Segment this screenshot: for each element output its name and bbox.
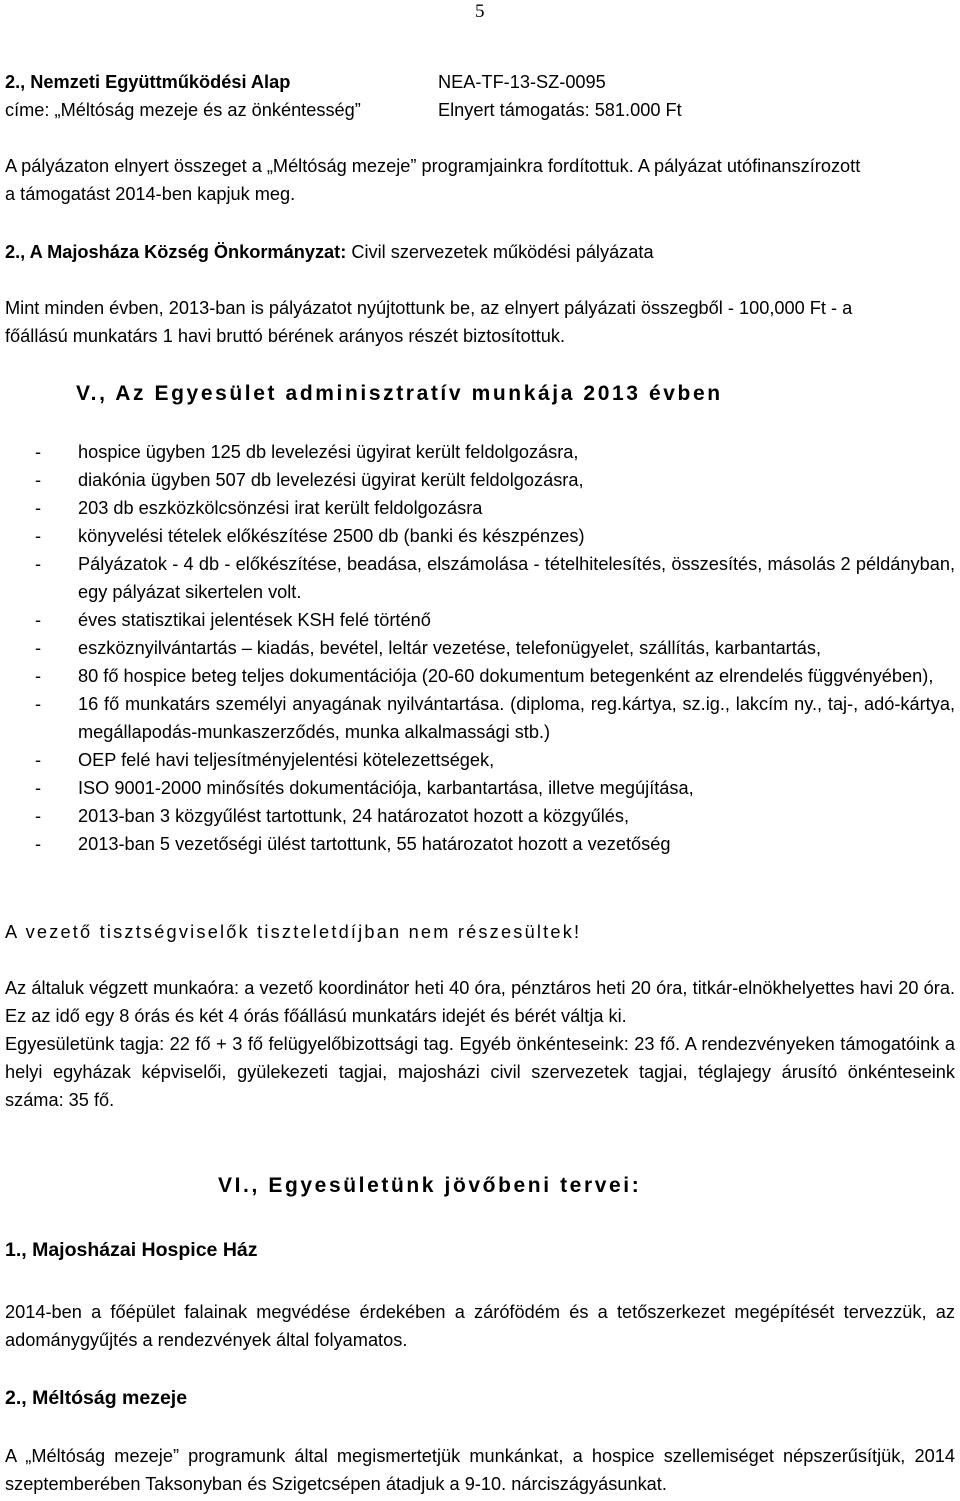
- grant-title: címe: „Méltóság mezeje és az önkéntesség”: [5, 100, 361, 120]
- list-item: - 2013-ban 5 vezetőségi ülést tartottunk, 55 határozatot hozott a vezetőség: [5, 830, 955, 858]
- list-dash: -: [35, 666, 42, 686]
- list-dash: -: [35, 778, 42, 798]
- dignity-field-heading: 2., Méltóság mezeje: [5, 1387, 188, 1409]
- grant-code: NEA-TF-13-SZ-0095: [438, 72, 606, 92]
- list-item: - 80 fő hospice beteg teljes dokumentációja (20-60 dokumentum betegenként az elrendelés függvényében),: [5, 662, 955, 690]
- list-item: - diakónia ügyben 507 db levelezési ügyirat került feldolgozásra,: [5, 466, 955, 494]
- list-item: - OEP felé havi teljesítményjelentési kötelezettségek,: [5, 746, 955, 774]
- list-dash: -: [35, 638, 42, 658]
- admin-work-list: [5, 438, 955, 858]
- hospice-house-heading: 1., Majosházai Hospice Ház: [5, 1239, 258, 1261]
- page-number: 5: [475, 1, 485, 22]
- list-item: - éves statisztikai jelentések KSH felé történő: [5, 606, 955, 634]
- section-vi-heading: VI., Egyesületünk jövőbeni tervei:: [218, 1174, 642, 1197]
- grant-amount: Elnyert támogatás: 581.000 Ft: [438, 100, 682, 120]
- list-item: - eszköznyilvántartás – kiadás, bevétel, leltár vezetése, telefonügyelet, szállítás, karbantartás,: [5, 634, 955, 662]
- list-dash: -: [35, 694, 42, 714]
- list-dash: -: [35, 498, 42, 518]
- grant-organization: 2., Nemzeti Együttműködési Alap: [5, 72, 291, 92]
- municipal-body-line-2: főállású munkatárs 1 havi bruttó bérének arányos részét biztosítottuk.: [5, 326, 566, 346]
- dignity-field-body: A „Méltóság mezeje” programunk által megismertetjük munkánkat, a hospice szellemiséget népszerűsítjük, 2014 szeptemberében Taksonyban és Szigetcsépen átadjuk a 9-10. nárciszágyásunkat.: [5, 1446, 955, 1494]
- list-item: - hospice ügyben 125 db levelezési ügyirat került feldolgozásra,: [5, 438, 955, 466]
- hours-paragraph: Az általuk végzett munkaóra: a vezető koordinátor heti 40 óra, pénztáros heti 20 óra, titkár-elnökhelyettes havi 20 óra. Ez az idő egy 8 órás és két 4 órás főállású munkatárs idejét és bérét váltja ki.: [5, 978, 955, 1026]
- list-dash: -: [35, 610, 42, 630]
- list-dash: -: [35, 834, 42, 854]
- hospice-house-body: 2014-ben a főépület falainak megvédése érdekében a zárófödém és a tetőszerkezet megépítését tervezzük, az adománygyűjtés a rendezvények által folyamatos.: [5, 1302, 955, 1350]
- list-item: - Pályázatok - 4 db - előkészítése, beadása, elszámolása - tételhitelesítés, összesítés, másolás 2 példányban, egy pályázat sikertelen volt.: [5, 550, 955, 606]
- municipal-heading-rest: Civil szervezetek működési pályázata: [346, 242, 654, 262]
- members-paragraph: Egyesületünk tagja: 22 fő + 3 fő felügyelőbizottsági tag. Egyéb önkénteseink: 23 fő. A rendezvényeken támogatóink a helyi egyházak képviselői, gyülekezeti tagjai, majosházi civil szervezetek tagjai, téglajegy árusító önkénteseink száma: 35 fő.: [5, 1034, 955, 1110]
- list-item: - 2013-ban 3 közgyűlést tartottunk, 24 határozatot hozott a közgyűlés,: [5, 802, 955, 830]
- list-dash: -: [35, 750, 42, 770]
- municipal-heading-bold: 2., A Majosháza Község Önkormányzat:: [5, 242, 347, 262]
- list-dash: -: [35, 806, 42, 826]
- list-item: - 16 fő munkatárs személyi anyagának nyilvántartása. (diploma, reg.kártya, sz.ig., lakcím ny., taj-, adó-kártya, megállapodás-munkaszerződés, munka alkalmassági stb.): [5, 690, 955, 746]
- section-v-heading: V., Az Egyesület adminisztratív munkája 2013 évben: [76, 382, 723, 405]
- list-item: - könyvelési tételek előkészítése 2500 db (banki és készpénzes): [5, 522, 955, 550]
- list-dash: -: [35, 554, 42, 574]
- municipal-body-line-1: Mint minden évben, 2013-ban is pályázatot nyújtottunk be, az elnyert pályázati összegből - 100,000 Ft - a: [5, 298, 853, 318]
- list-item: - 203 db eszközkölcsönzési irat került feldolgozásra: [5, 494, 955, 522]
- list-dash: -: [35, 442, 42, 462]
- municipal-heading: [5, 238, 654, 266]
- grant-body-line-1: A pályázaton elnyert összeget a „Méltóság mezeje” programjainkra fordítottuk. A pályázat utófinanszírozott: [5, 156, 861, 176]
- list-item: - ISO 9001-2000 minősítés dokumentációja, karbantartása, illetve megújítása,: [5, 774, 955, 802]
- list-dash: -: [35, 526, 42, 546]
- list-dash: -: [35, 470, 42, 490]
- volunteer-note: A vezető tisztségviselők tiszteletdíjban nem részesültek!: [5, 922, 582, 942]
- grant-body-line-2: a támogatást 2014-ben kapjuk meg.: [5, 184, 296, 204]
